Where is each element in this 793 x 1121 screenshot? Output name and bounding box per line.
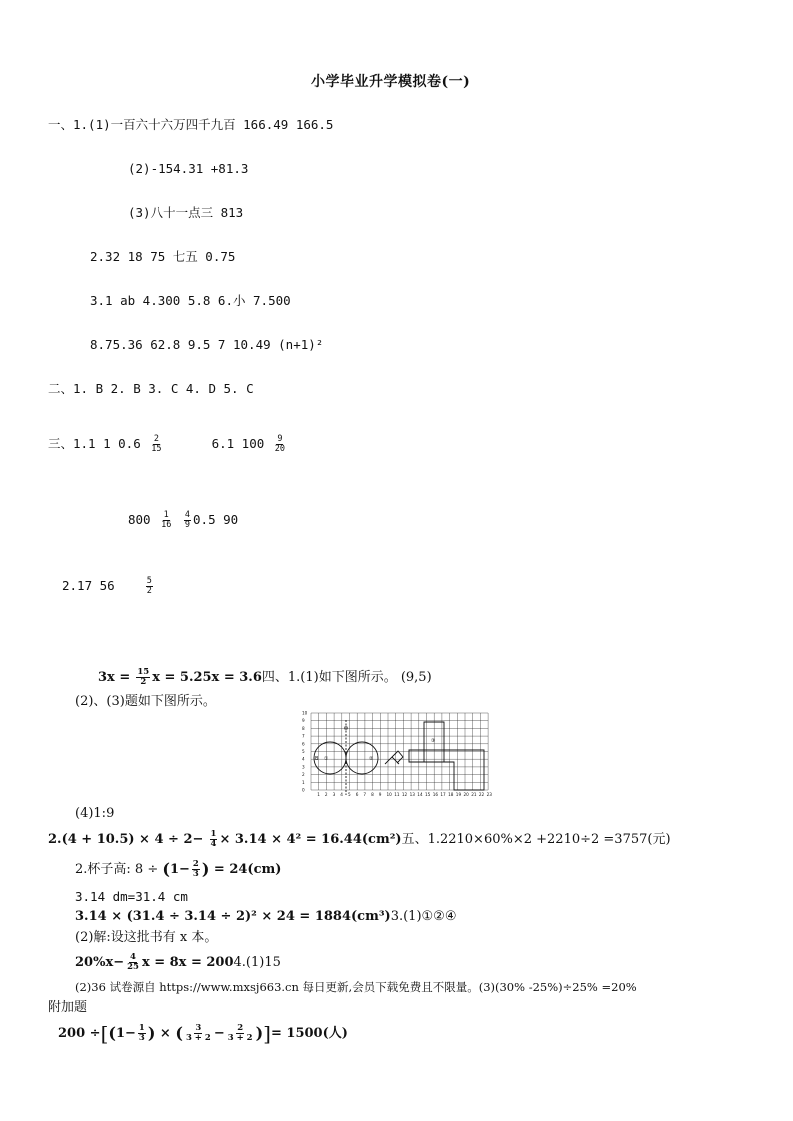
x-tick-label: 20 xyxy=(463,792,469,797)
x-tick-label: 12 xyxy=(401,792,408,797)
fraction: $\frac{3}{3 + 2}$ xyxy=(185,1023,211,1043)
x-tick-label: 17 xyxy=(440,792,446,797)
grid-lines xyxy=(311,713,488,790)
y-tick-label: 5 xyxy=(302,749,305,754)
fraction: $\frac{1}{3}$ xyxy=(138,1023,145,1043)
answer-line-3-1 xyxy=(48,435,288,454)
y-tick-label: 3 xyxy=(302,764,305,770)
label-o: O xyxy=(344,726,348,732)
text: 0.5 90 xyxy=(193,512,239,527)
fraction: $\frac{4}{9}$ xyxy=(184,510,191,530)
x-tick-label: 6 xyxy=(355,792,359,797)
y-tick-label: 0 xyxy=(302,787,305,793)
answer-line-1-2: (2)-154.31 +81.3 xyxy=(128,161,249,176)
answer-line-1-4: 2.32 18 75 七五 0.75 xyxy=(90,249,236,264)
answer-line-3-2 xyxy=(128,511,238,530)
fraction: $\frac{2}{15}$ xyxy=(151,434,162,454)
x-tick-label: 15 xyxy=(425,792,431,797)
label-3: ③ xyxy=(431,738,436,744)
answer-line-2: 二、1. B 2. B 3. C 4. D 5. C xyxy=(48,381,254,396)
y-tick-label: 4 xyxy=(302,756,305,762)
answer-line-1-5: 3.1 ab 4.300 5.8 6.小 7.500 xyxy=(90,293,291,308)
answer-line-1-1: 一、1.(1)一百六十六万四千九百 166.49 166.5 xyxy=(48,117,334,132)
fraction: $\frac{2}{3 + 2}$ xyxy=(227,1023,253,1043)
x-tick-label: 19 xyxy=(455,792,462,797)
label-1: ① xyxy=(324,756,329,762)
equation-line-7: 20%x− $\frac{4}{25}$ x = 8x = 2004.(1)15 xyxy=(75,952,281,972)
answer-line-4-2: (2)、(3)题如下图所示。 xyxy=(75,694,216,709)
coordinate-grid-figure xyxy=(299,710,494,805)
x-tick-label: 9 xyxy=(378,792,382,797)
bonus-label: 附加题 xyxy=(48,1000,88,1015)
equation-line-1: 3x = $\frac{15}{2}$ x = 5.25x = 3.6四、1.(1)如下图所示。 (9,5) xyxy=(98,667,432,687)
equation-line-5: 3.14 × (31.4 ÷ 3.14 ÷ 2)² × 24 = 1884(cm³)3.(1)①②④ xyxy=(75,909,457,924)
equation-line-4: 3.14 dm=31.4 cm xyxy=(75,889,188,904)
text: 800 xyxy=(128,512,151,527)
answer-line-3-3 xyxy=(62,577,155,596)
x-tick-label: 23 xyxy=(486,792,492,797)
fraction: $\frac{9}{20}$ xyxy=(274,434,286,454)
y-tick-label: 1 xyxy=(302,779,305,785)
answer-line-4-4: (4)1:9 xyxy=(75,806,115,821)
equation-line-9: 200 ÷[(1− $\frac{1}{3}$ ) × ( $\frac{3}{3 + 2}$ − $\frac{2}{3 + 2}$ )]= 1500(人) xyxy=(58,1021,348,1046)
label-b: B xyxy=(315,756,319,762)
text: 6.1 100 xyxy=(211,436,265,451)
equation-line-3: 2.杯子高: 8 ÷ (1− $\frac{2}{3}$ ) = 24(cm) xyxy=(75,859,282,879)
fraction: $\frac{2}{3}$ xyxy=(192,859,199,879)
x-tick-label: 18 xyxy=(448,792,454,797)
x-tick-label: 4 xyxy=(340,792,343,797)
x-tick-label: 10 xyxy=(386,792,392,797)
text: 2.17 56 xyxy=(62,578,115,593)
x-axis-labels xyxy=(317,792,492,797)
y-tick-label: 8 xyxy=(302,725,305,731)
y-tick-label: 2 xyxy=(302,772,305,778)
x-tick-label: 5 xyxy=(348,792,351,797)
fraction: $\frac{4}{25}$ xyxy=(127,952,139,972)
x-tick-label: 7 xyxy=(363,792,367,797)
fraction: $\frac{15}{2}$ xyxy=(137,667,150,687)
x-tick-label: 22 xyxy=(478,792,485,797)
x-tick-label: 1 xyxy=(317,792,320,797)
y-axis-labels xyxy=(302,711,308,793)
equation-line-8: (2)36 试卷源自 https://www.mxsj663.cn 每日更新,会员下载免费且不限量。(3)(30% -25%)÷25% =20% xyxy=(75,980,637,994)
x-tick-label: 3 xyxy=(332,792,336,797)
x-tick-label: 14 xyxy=(417,792,423,797)
answer-line-1-6: 8.75.36 62.8 9.5 7 10.49 (n+1)² xyxy=(90,337,324,352)
fraction: $\frac{1}{16}$ xyxy=(161,510,172,530)
fraction: $\frac{1}{4}$ xyxy=(210,829,217,849)
x-tick-label: 11 xyxy=(394,792,400,797)
x-tick-label: 16 xyxy=(432,792,439,797)
x-tick-label: 21 xyxy=(471,792,477,797)
y-tick-label: 9 xyxy=(302,718,305,724)
text: 三、1.1 1 0.6 xyxy=(48,436,141,451)
x-tick-label: 13 xyxy=(409,792,415,797)
y-tick-label: 6 xyxy=(302,741,305,747)
y-tick-label: 10 xyxy=(302,710,308,716)
source-link[interactable]: https://www.mxsj663.cn xyxy=(159,980,299,994)
equation-line-6: (2)解:设这批书有 x 本。 xyxy=(75,930,218,945)
x-tick-label: 2 xyxy=(324,792,328,797)
label-2: ② xyxy=(369,756,374,762)
equation-line-2: 2.(4 + 10.5) × 4 ÷ 2− $\frac{1}{4}$ × 3.14 × 4² = 16.44(cm²)五、1.2210×60%×2 +2210÷2 =3757(元) xyxy=(48,829,671,849)
page-title: 小学毕业升学模拟卷(一) xyxy=(311,74,471,90)
x-tick-label: 8 xyxy=(371,792,374,797)
arrow-shape xyxy=(385,751,403,764)
answer-line-1-3: (3)八十一点三 813 xyxy=(128,205,244,220)
y-tick-label: 7 xyxy=(302,733,305,739)
fraction: $\frac{5}{2}$ xyxy=(146,576,152,596)
